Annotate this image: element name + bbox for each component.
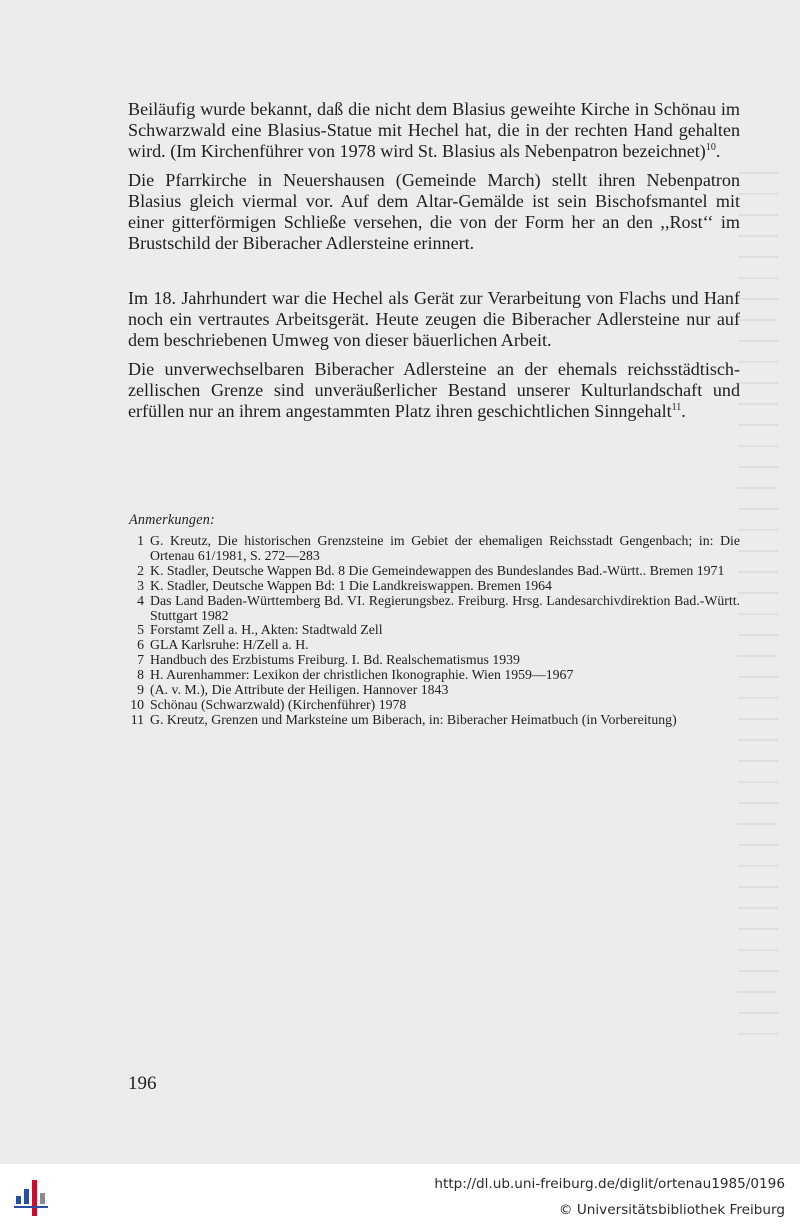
note-text: K. Stadler, Deutsche Wappen Bd: 1 Die Landkreiswappen. Bremen 1964 — [150, 577, 552, 593]
note-item — [128, 653, 740, 668]
note-number: 8 — [137, 667, 144, 683]
note-text: Forstamt Zell a. H., Akten: Stadtwald Zell — [150, 622, 383, 638]
note-text: Das Land Baden-Württemberg Bd. VI. Regierungsbez. Freiburg. Hrsg. Landesarchivdirektion Bad.-Württ. Stuttgart 1982 — [150, 592, 740, 623]
note-item — [128, 594, 740, 624]
note-text: Schönau (Schwarzwald) (Kirchenführer) 1978 — [150, 696, 407, 712]
note-number: 2 — [137, 562, 144, 578]
paragraph: Die unverwechselbaren Biberacher Adlersteine an der ehemals reichsstädtisch-zellischen Grenze sind unveräußerlicher Bestand unserer Kulturlandschaft und erfüllen nur an ihrem angestammten Platz ihren geschichtlichen Sinngehalt$^{11}$. — [128, 359, 740, 421]
note-item — [128, 713, 740, 728]
note-number: 6 — [137, 637, 144, 653]
copyright-notice: © Universitätsbibliothek Freiburg — [558, 1202, 785, 1218]
paragraph: Die Pfarrkirche in Neuershausen (Gemeinde March) stellt ihren Nebenpatron Blasius gleich viermal vor. Auf dem Altar-Gemälde ist sein Bischofsmantel mit einer gitterförmigen Schließe versehen, die von der Form her an den ,,Rost‘‘ im Brustschild der Biberacher Adlersteine erinnert. — [128, 170, 740, 253]
note-number: 5 — [137, 622, 144, 638]
note-number: 9 — [137, 682, 144, 698]
notes-heading: Anmerkungen: — [129, 512, 215, 528]
note-number: 11 — [130, 711, 144, 727]
note-item — [128, 638, 740, 653]
footer-bar — [0, 1164, 800, 1226]
document-url-link[interactable]: http://dl.ub.uni-freiburg.de/diglit/ortenau1985/0196 — [434, 1176, 785, 1192]
note-item — [128, 564, 740, 579]
note-text: G. Kreutz, Die historischen Grenzsteine im Gebiet der ehemaligen Reichsstadt Gengenbach; in: Die Ortenau 61/1981, S. 272—283 — [150, 533, 740, 563]
note-item — [128, 534, 740, 564]
notes-list — [128, 534, 740, 728]
paragraph: Beiläufig wurde bekannt, daß die nicht dem Blasius geweihte Kirche in Schönau im Schwarzwald eine Blasius-Statue mit Hechel hat, die in der rechten Hand gehalten wird. (Im Kirchenführer von 1978 wird St. Blasius als Nebenpatron bezeichnet)$^{10}$. — [128, 99, 740, 161]
body-text — [128, 99, 740, 430]
note-text: H. Aurenhammer: Lexikon der christlichen Ikonographie. Wien 1959—1967 — [150, 667, 574, 683]
note-number: 3 — [137, 577, 144, 593]
note-text: (A. v. M.), Die Attribute der Heiligen. Hannover 1843 — [150, 682, 449, 698]
footnote-ref[interactable]: 10 — [705, 142, 716, 153]
note-number: 7 — [137, 652, 144, 668]
note-text: K. Stadler, Deutsche Wappen Bd. 8 Die Gemeindewappen des Bundeslandes Bad.-Württ.. Bremen 1971 — [150, 562, 725, 578]
note-item — [128, 683, 740, 698]
note-item — [128, 579, 740, 594]
ub-freiburg-logo-icon[interactable] — [12, 1176, 52, 1220]
note-item — [128, 698, 740, 713]
footnote-ref[interactable]: 11 — [671, 402, 682, 413]
note-text: G. Kreutz, Grenzen und Marksteine um Biberach, in: Biberacher Heimatbuch (in Vorbereitung) — [150, 711, 677, 727]
note-number: 1 — [137, 533, 144, 548]
page-number: 196 — [128, 1073, 157, 1094]
paragraph: Im 18. Jahrhundert war die Hechel als Gerät zur Verarbeitung von Flachs und Hanf noch ein vertrautes Arbeitsgerät. Heute zeugen die Biberacher Adlersteine nur auf dem beschriebenen Umweg von dieser bäuerlichen Arbeit. — [128, 288, 740, 350]
note-text: GLA Karlsruhe: H/Zell a. H. — [150, 637, 309, 653]
show-through-shadow — [738, 172, 778, 1052]
note-text: Handbuch des Erzbistums Freiburg. I. Bd. Realschematismus 1939 — [150, 652, 520, 668]
note-number: 10 — [130, 696, 144, 712]
note-item — [128, 668, 740, 683]
note-item — [128, 623, 740, 638]
note-number: 4 — [137, 592, 144, 608]
